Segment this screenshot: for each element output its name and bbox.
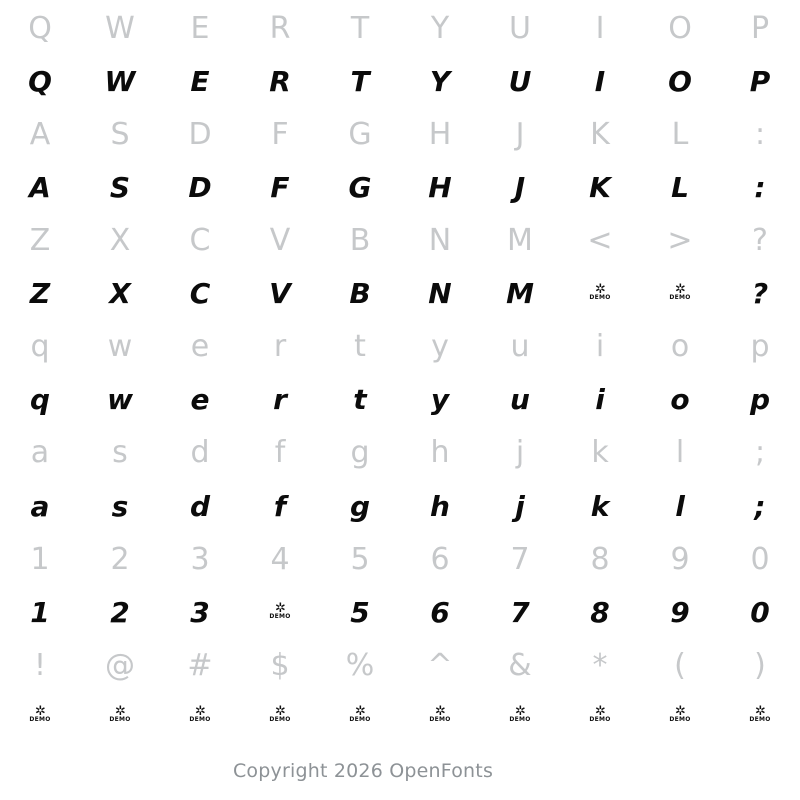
glyph-cell: d bbox=[189, 489, 211, 523]
glyph-cell: i bbox=[595, 329, 605, 365]
glyph-cell: k bbox=[590, 489, 610, 523]
row-upper-asdf-light bbox=[0, 108, 800, 161]
glyph-cell: V bbox=[269, 222, 291, 258]
glyph-cell: J bbox=[515, 116, 525, 152]
row-symbols-light bbox=[0, 639, 800, 692]
glyph-cell: Y bbox=[429, 64, 451, 98]
glyph-cell: d bbox=[190, 435, 210, 471]
glyph-cell: E bbox=[190, 64, 210, 98]
glyph-cell: R bbox=[269, 10, 291, 46]
copyright-text: Copyright 2026 OpenFonts bbox=[232, 760, 494, 782]
glyph-cell: ) bbox=[754, 647, 766, 683]
glyph-cell: W bbox=[105, 10, 135, 46]
glyph-cell: * bbox=[592, 647, 608, 683]
demo-stamp-icon: ✲ DEMO bbox=[509, 704, 531, 724]
glyph-cell: : bbox=[754, 170, 766, 204]
glyph-cell: O bbox=[668, 64, 692, 98]
glyph-cell: C bbox=[189, 277, 211, 311]
row-lower-asdf-sample bbox=[0, 480, 800, 533]
glyph-cell: o bbox=[670, 383, 690, 417]
glyph-cell: G bbox=[348, 170, 372, 204]
glyph-cell: h bbox=[430, 489, 450, 523]
glyph-cell: Z bbox=[29, 277, 51, 311]
glyph-cell: : bbox=[754, 116, 766, 152]
demo-stamp-icon: ✲ DEMO bbox=[589, 282, 611, 302]
glyph-cell: D bbox=[188, 116, 212, 152]
glyph-cell: g bbox=[349, 489, 371, 523]
glyph-cell: 8 bbox=[590, 595, 610, 629]
demo-stamp-icon: ✲ DEMO bbox=[349, 704, 371, 724]
glyph-cell: H bbox=[428, 170, 452, 204]
glyph-cell: 6 bbox=[430, 595, 450, 629]
demo-stamp-icon: ✲ DEMO bbox=[669, 282, 691, 302]
glyph-cell: X bbox=[109, 222, 131, 258]
glyph-cell: 5 bbox=[350, 595, 370, 629]
glyph-cell: j bbox=[515, 489, 525, 523]
glyph-cell: ; bbox=[754, 435, 766, 471]
glyph-cell: ^ bbox=[427, 647, 453, 683]
row-digits-light bbox=[0, 533, 800, 586]
row-symbols-sample bbox=[0, 692, 800, 740]
glyph-cell: T bbox=[350, 10, 370, 46]
demo-stamp-icon: ✲ DEMO bbox=[269, 600, 291, 620]
glyph-cell: 2 bbox=[110, 541, 130, 577]
glyph-cell: ; bbox=[754, 489, 766, 523]
glyph-cell: X bbox=[109, 277, 131, 311]
glyph-cell: U bbox=[508, 64, 532, 98]
row-lower-qwerty-sample bbox=[0, 374, 800, 427]
glyph-cell: o bbox=[670, 329, 690, 365]
glyph-cell: r bbox=[273, 383, 287, 417]
glyph-cell: S bbox=[109, 170, 131, 204]
glyph-cell: Y bbox=[430, 10, 450, 46]
glyph-cell: 7 bbox=[510, 595, 530, 629]
glyph-cell: C bbox=[189, 222, 211, 258]
glyph-cell: f bbox=[274, 435, 286, 471]
glyph-cell: 0 bbox=[750, 595, 770, 629]
demo-stamp-icon: ✲ DEMO bbox=[269, 704, 291, 724]
glyph-cell: U bbox=[509, 10, 531, 46]
glyph-cell: g bbox=[350, 435, 370, 471]
glyph-cell: w bbox=[107, 329, 133, 365]
footer bbox=[0, 760, 800, 782]
row-lower-asdf-light bbox=[0, 427, 800, 480]
glyph-cell: Q bbox=[28, 64, 52, 98]
glyph-cell: B bbox=[349, 222, 371, 258]
glyph-cell: 9 bbox=[670, 541, 690, 577]
glyph-cell: % bbox=[345, 647, 375, 683]
glyph-cell: u bbox=[510, 383, 530, 417]
glyph-cell: l bbox=[675, 435, 685, 471]
glyph-cell: a bbox=[30, 489, 50, 523]
glyph-cell: i bbox=[595, 383, 605, 417]
glyph-cell: l bbox=[675, 489, 685, 523]
glyph-cell: t bbox=[354, 329, 366, 365]
row-upper-zxcv-light bbox=[0, 214, 800, 267]
row-digits-sample bbox=[0, 586, 800, 639]
glyph-cell: t bbox=[353, 383, 367, 417]
glyph-cell: 4 bbox=[270, 541, 290, 577]
glyph-cell: 2 bbox=[110, 595, 130, 629]
glyph-cell: M bbox=[506, 277, 534, 311]
glyph-cell: G bbox=[348, 116, 372, 152]
glyph-cell: L bbox=[671, 116, 689, 152]
glyph-cell: Z bbox=[29, 222, 51, 258]
glyph-cell: 1 bbox=[30, 541, 50, 577]
glyph-cell: I bbox=[595, 10, 605, 46]
glyph-cell: @ bbox=[105, 647, 135, 683]
glyph-cell: S bbox=[110, 116, 130, 152]
glyph-cell: e bbox=[190, 329, 210, 365]
glyph-cell: ? bbox=[752, 222, 768, 258]
glyph-cell: N bbox=[428, 277, 452, 311]
row-upper-qwerty-sample bbox=[0, 55, 800, 108]
row-upper-zxcv-sample bbox=[0, 268, 800, 321]
glyph-cell: F bbox=[270, 170, 290, 204]
glyph-cell: p bbox=[749, 383, 771, 417]
glyph-cell: 5 bbox=[350, 541, 370, 577]
glyph-cell: F bbox=[271, 116, 289, 152]
glyph-cell: $ bbox=[270, 647, 290, 683]
glyph-cell: h bbox=[430, 435, 450, 471]
glyph-cell: D bbox=[188, 170, 212, 204]
glyph-cell: ( bbox=[674, 647, 686, 683]
glyph-cell: y bbox=[430, 383, 450, 417]
row-lower-qwerty-light bbox=[0, 321, 800, 374]
glyph-cell: q bbox=[30, 329, 50, 365]
glyph-cell: q bbox=[29, 383, 51, 417]
glyph-cell: A bbox=[29, 116, 51, 152]
glyph-cell: j bbox=[515, 435, 525, 471]
glyph-cell: r bbox=[273, 329, 287, 365]
glyph-cell: W bbox=[104, 64, 136, 98]
glyph-cell: e bbox=[190, 383, 210, 417]
glyph-cell: & bbox=[508, 647, 532, 683]
glyph-cell: s bbox=[112, 435, 128, 471]
glyph-cell: y bbox=[431, 329, 449, 365]
glyph-cell: I bbox=[594, 64, 606, 98]
glyph-cell: T bbox=[350, 64, 370, 98]
demo-stamp-icon: ✲ DEMO bbox=[589, 704, 611, 724]
glyph-cell: B bbox=[349, 277, 371, 311]
row-upper-asdf-sample bbox=[0, 161, 800, 214]
glyph-cell: M bbox=[507, 222, 533, 258]
glyph-cell: A bbox=[29, 170, 51, 204]
glyph-cell: ! bbox=[33, 647, 47, 683]
glyph-cell: u bbox=[510, 329, 530, 365]
glyph-cell: ? bbox=[751, 277, 769, 311]
glyph-cell: K bbox=[589, 170, 611, 204]
demo-stamp-icon: ✲ DEMO bbox=[189, 704, 211, 724]
glyph-cell: p bbox=[750, 329, 770, 365]
glyph-cell: 3 bbox=[190, 595, 210, 629]
glyph-cell: R bbox=[269, 64, 291, 98]
demo-stamp-icon: ✲ DEMO bbox=[109, 704, 131, 724]
glyph-cell: k bbox=[591, 435, 609, 471]
demo-stamp-icon: ✲ DEMO bbox=[669, 704, 691, 724]
glyph-cell: w bbox=[107, 383, 133, 417]
glyph-cell: # bbox=[187, 647, 213, 683]
demo-stamp-icon: ✲ DEMO bbox=[429, 704, 451, 724]
glyph-cell: J bbox=[514, 170, 526, 204]
glyph-cell: V bbox=[269, 277, 291, 311]
glyph-cell: N bbox=[428, 222, 452, 258]
glyph-cell: 1 bbox=[30, 595, 50, 629]
glyph-cell: Q bbox=[28, 10, 52, 46]
glyph-cell: L bbox=[671, 170, 689, 204]
glyph-cell: a bbox=[30, 435, 50, 471]
glyph-cell: 9 bbox=[670, 595, 690, 629]
glyph-cell: 8 bbox=[590, 541, 610, 577]
row-upper-qwerty-light bbox=[0, 2, 800, 55]
glyph-cell: P bbox=[750, 10, 770, 46]
glyph-cell: O bbox=[668, 10, 692, 46]
glyph-cell: K bbox=[590, 116, 610, 152]
glyph-cell: 0 bbox=[750, 541, 770, 577]
glyph-cell: 3 bbox=[190, 541, 210, 577]
glyph-cell: E bbox=[190, 10, 210, 46]
glyph-cell: 6 bbox=[430, 541, 450, 577]
glyph-cell: > bbox=[667, 222, 693, 258]
demo-stamp-icon: ✲ DEMO bbox=[749, 704, 771, 724]
glyph-cell: f bbox=[273, 489, 287, 523]
glyph-cell: H bbox=[428, 116, 452, 152]
glyph-cell: P bbox=[749, 64, 771, 98]
glyph-cell: 7 bbox=[510, 541, 530, 577]
glyph-cell: < bbox=[587, 222, 613, 258]
demo-stamp-icon: ✲ DEMO bbox=[29, 704, 51, 724]
glyph-cell: s bbox=[111, 489, 129, 523]
